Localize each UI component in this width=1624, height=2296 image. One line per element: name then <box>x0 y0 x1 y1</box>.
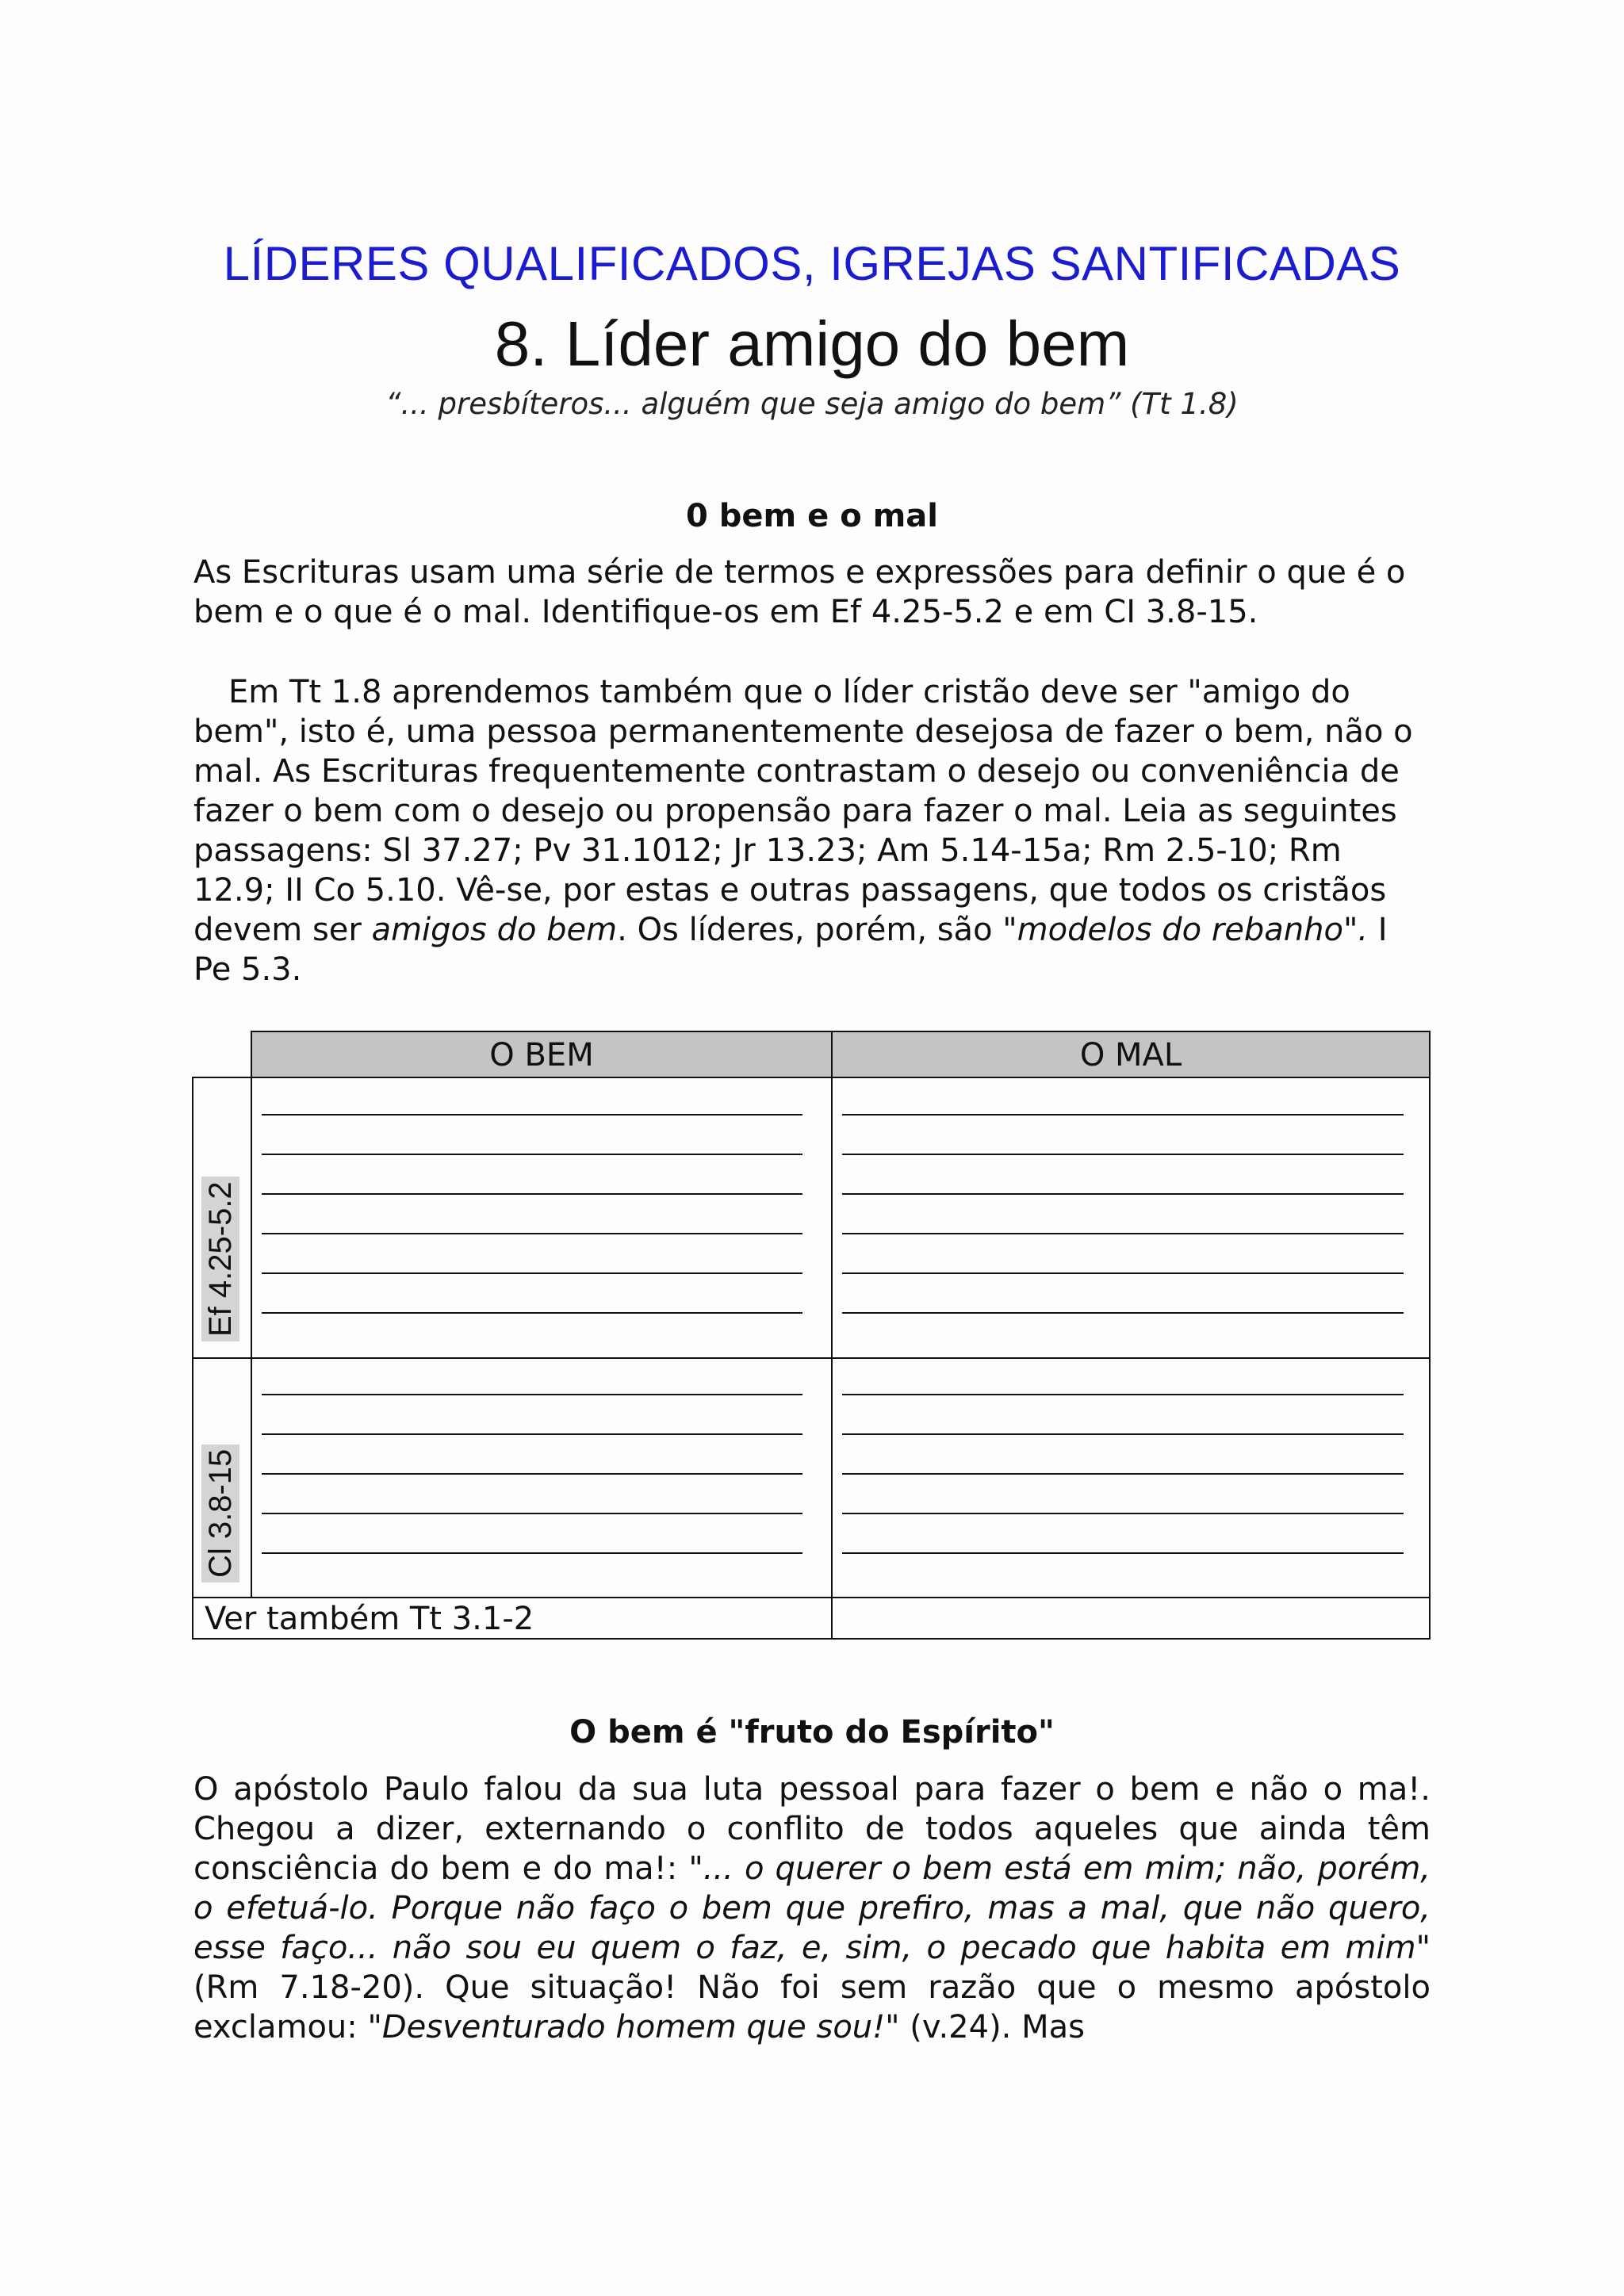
writing-line <box>262 1193 802 1195</box>
epigraph: “... presbíteros... alguém que seja amigo do bem” (Tt 1.8) <box>385 387 1239 421</box>
writing-line <box>842 1114 1404 1115</box>
writing-line <box>842 1552 1404 1554</box>
para-text-1: Em Tt 1.8 aprendemos também que o líder cristão deve ser "amigo do bem", isto é, uma pessoa permanentemente desejosa de fazer o bem, não o mal. As Escrituras frequentemente contrastam o desejo ou conveniência de fazer o bem com o desejo ou propensão para fazer o mal. Leia as seguintes passagens: Sl 37.27; Pv 31.1012; Jr 13.23; Am 5.14-15a; Rm 2.5-10; Rm 12.9; II Co 5.10. Vê-se, por estas e outras passagens, que todos os cristãos devem ser <box>193 674 1413 948</box>
para-emphasis-flock-models: "modelos do rebanho". <box>1002 912 1369 948</box>
row-label-cl: Cl 3.8-15 <box>201 1445 239 1582</box>
section-heading-fruit-of-spirit: O bem é "fruto do Espírito" <box>569 1714 1055 1751</box>
para-text-3: I Pe 5.3. <box>193 912 1388 988</box>
writing-line <box>842 1233 1404 1234</box>
para-text-2: (Rm 7.18-20). Que situação! Não foi sem razão que o mesmo apóstolo exclamou: <box>193 1969 1431 2045</box>
writing-line <box>262 1552 802 1554</box>
writing-line <box>262 1114 802 1115</box>
writing-line <box>842 1513 1404 1514</box>
writing-line <box>842 1312 1404 1314</box>
para-quote-wretched-man: "Desventurado homem que sou!" <box>367 2009 900 2045</box>
fruit-of-spirit-paragraph <box>193 1770 1431 2047</box>
writing-line <box>842 1394 1404 1395</box>
writing-line <box>262 1513 802 1514</box>
evil-cell-ef[interactable] <box>831 1077 1431 1359</box>
para-text-2: . Os líderes, porém, são <box>617 912 1003 948</box>
writing-line <box>262 1312 802 1314</box>
para-text-1: O apóstolo Paulo falou da sua luta pessoal para fazer o bem e não o ma!. Chegou a dizer, externando o conflito de todos aqueles que ainda têm consciência do bem e do ma!: <box>193 1771 1431 1887</box>
lesson-title: 8. Líder amigo do bem <box>494 308 1130 379</box>
writing-line <box>842 1272 1404 1274</box>
writing-line <box>842 1154 1404 1155</box>
row-label-ef: Ef 4.25-5.2 <box>201 1177 239 1341</box>
para-emphasis-friends-of-good: amigos do bem <box>371 912 618 948</box>
writing-line <box>262 1272 802 1274</box>
see-also-text: Ver também Tt 3.1-2 <box>205 1601 534 1637</box>
body-paragraph <box>193 672 1431 989</box>
good-cell-ef[interactable] <box>251 1077 833 1359</box>
column-header-evil: O MAL <box>831 1031 1431 1078</box>
writing-line <box>262 1433 802 1435</box>
para-text-3: (v.24). Mas <box>899 2009 1085 2045</box>
writing-line <box>262 1233 802 1234</box>
para-quote-romans: "... o querer o bem está em mim; não, porém, o efetuá-lo. Porque não faço o bem que prefiro, mas a mal, que não quero, esse faço... não sou eu quem o faz, e, sim, o pecado que habita em mim" <box>193 1850 1431 1966</box>
writing-line <box>262 1394 802 1395</box>
section-heading-good-and-evil: 0 bem e o mal <box>686 498 938 534</box>
intro-paragraph: As Escrituras usam uma série de termos e expressões para definir o que é o bem e o que é o mal. Identifique-os em Ef 4.25-5.2 e em CI 3.8-15. <box>193 554 1406 630</box>
empty-cell <box>831 1597 1431 1640</box>
writing-line <box>842 1433 1404 1435</box>
series-title: LÍDERES QUALIFICADOS, IGREJAS SANTIFICADAS <box>223 237 1401 290</box>
writing-line <box>262 1154 802 1155</box>
writing-line <box>842 1473 1404 1475</box>
writing-line <box>262 1473 802 1475</box>
writing-line <box>842 1193 1404 1195</box>
column-header-good: O BEM <box>251 1031 833 1078</box>
